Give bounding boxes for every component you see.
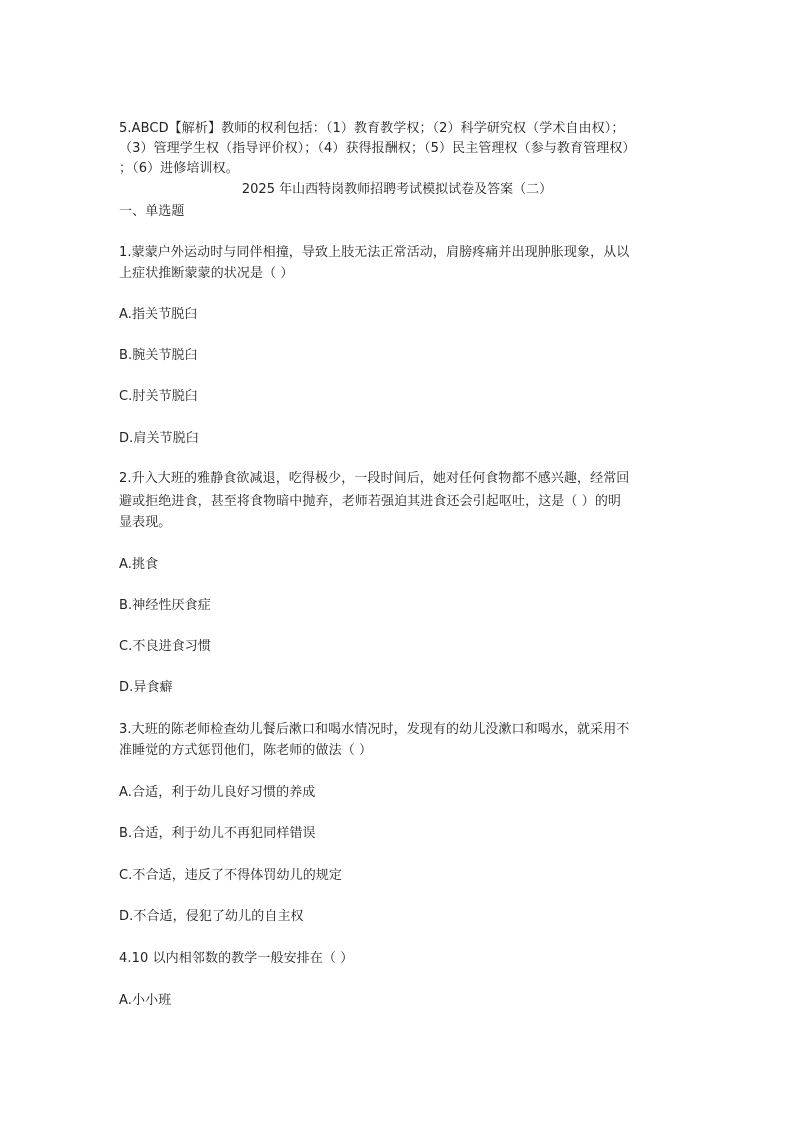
question-2-stem-line-2: 避或拒绝进食，甚至将食物暗中抛弃，老师若强迫其进食还会引起呕吐，这是（ ）的明 [119,494,622,509]
question-1-option-a: A.指关节脱臼 [119,307,198,322]
answer-explanation-line-1: 5.ABCD【解析】教师的权利包括：（1）教育教学权；（2）科学研究权（学术自由权）； [119,121,625,136]
question-4-stem-line-1: 4.10 以内相邻数的教学一般安排在（ ） [119,951,354,966]
answer-explanation-line-2: （3）管理学生权（指导评价权）；（4）获得报酬权；（5）民主管理权（参与教育管理权） [119,141,636,156]
question-2-option-c: C.不良进食习惯 [119,639,212,654]
question-1-option-b: B.腕关节脱臼 [119,348,198,363]
question-2-stem-line-3: 显表现。 [119,515,172,530]
question-2-option-a: A.挑食 [119,557,159,572]
question-3-stem-line-1: 3.大班的陈老师检查幼儿餐后漱口和喝水情况时，发现有的幼儿没漱口和喝水，就采用不 [119,722,630,737]
question-4-option-a: A.小小班 [119,993,172,1008]
question-2-option-b: B.神经性厌食症 [119,598,211,613]
question-2-stem-line-1: 2.升入大班的雅静食欲减退，吃得极少，一段时间后，她对任何食物都不感兴趣，经常回 [119,471,630,486]
exam-title: 2025 年山西特岗教师招聘考试模拟试卷及答案（二） [241,182,553,197]
question-3-option-d: D.不合适，侵犯了幼儿的自主权 [119,909,304,924]
question-3-option-a: A.合适，利于幼儿良好习惯的养成 [119,785,316,800]
question-3-stem-line-2: 准睡觉的方式惩罚他们，陈老师的做法（ ） [119,743,373,758]
question-1-option-d: D.肩关节脱臼 [119,431,199,446]
answer-explanation-line-3: ；（6）进修培训权。 [119,161,239,176]
question-1-stem-line-1: 1.蒙蒙户外运动时与同伴相撞，导致上肢无法正常活动，肩膀疼痛并出现肿胀现象，从以 [119,245,630,260]
question-2-option-d: D.异食癖 [119,680,173,695]
question-3-option-b: B.合适，利于幼儿不再犯同样错误 [119,826,316,841]
question-3-option-c: C.不合适，违反了不得体罚幼儿的规定 [119,868,343,883]
question-1-option-c: C.肘关节脱臼 [119,389,198,404]
question-1-stem-line-2: 上症状推断蒙蒙的状况是（ ） [119,266,294,281]
section-heading: 一、单选题 [119,204,185,219]
